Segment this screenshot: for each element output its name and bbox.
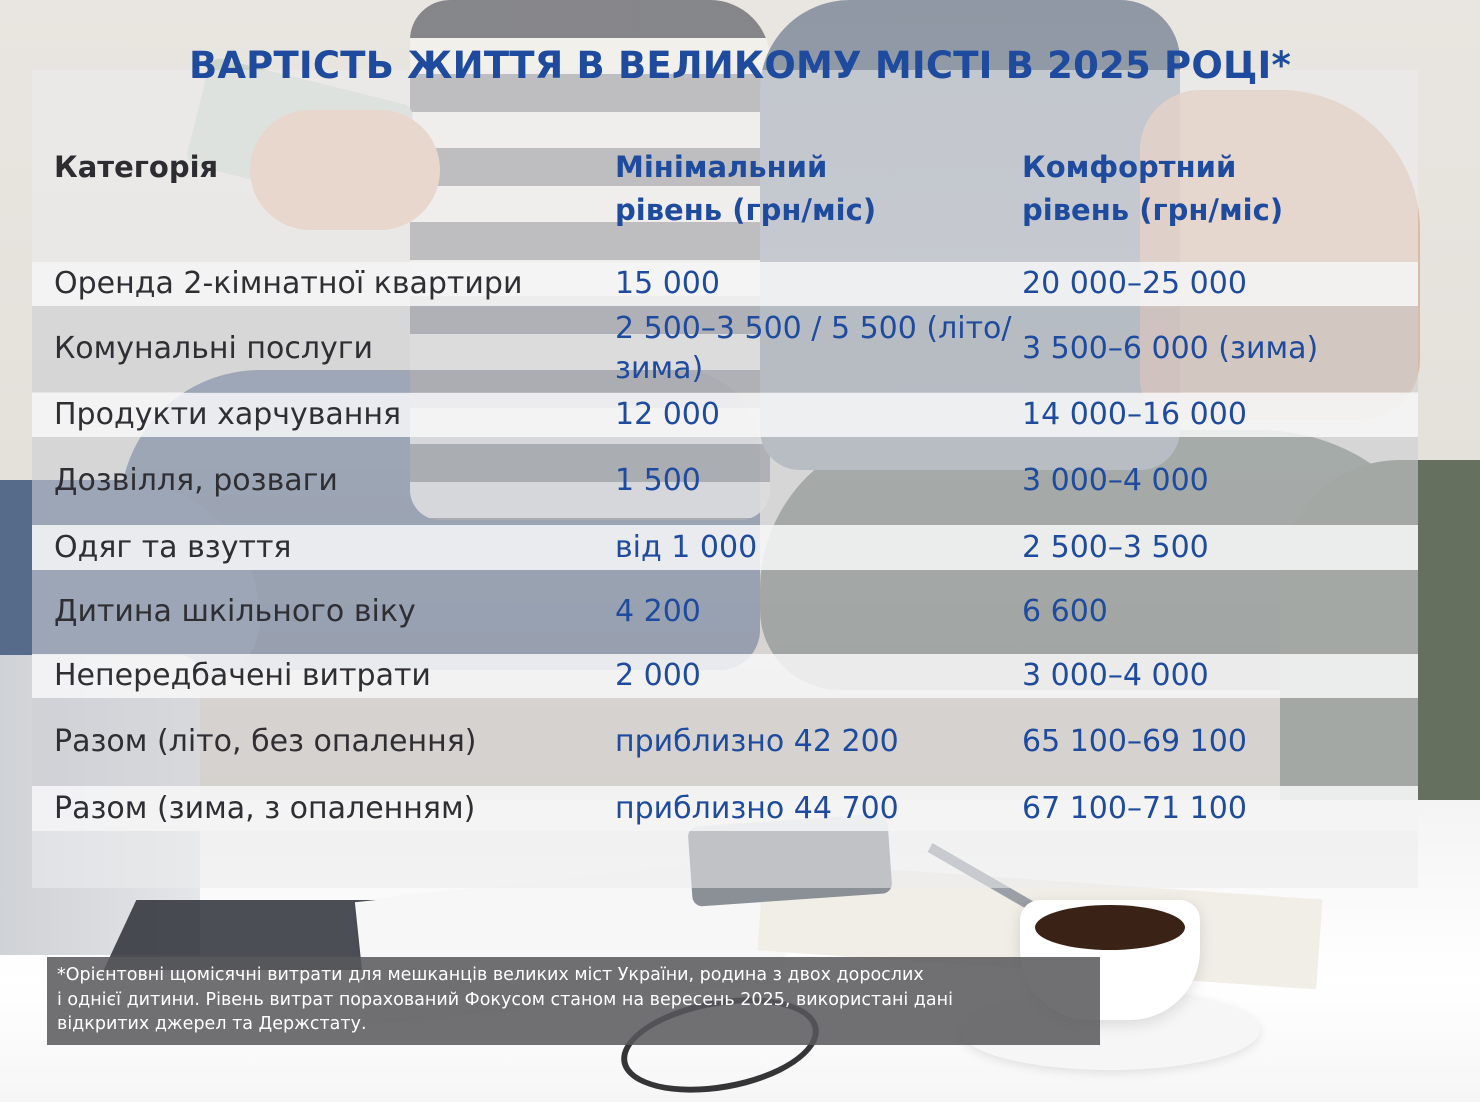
row-minimal: від 1 000 [615,529,758,565]
table-row [32,570,1418,654]
header-comfort-line2: рівень (грн/міс) [1022,193,1284,227]
row-category: Непередбачені витрати [54,658,431,693]
table-header [32,142,1418,260]
header-minimal [615,146,995,232]
page-title: ВАРТІСТЬ ЖИТТЯ В ВЕЛИКОМУ МІСТІ В 2025 РОЦІ* [188,44,1292,87]
row-minimal: 4 200 [615,594,701,629]
row-category: Оренда 2-кімнатної квартири [54,266,523,301]
header-category: Категорія [54,150,219,184]
row-category: Дозвілля, розваги [54,463,338,498]
row-comfort: 6 600 [1022,594,1108,629]
header-comfort [1022,146,1402,232]
row-category: Разом (зима, з опаленням) [54,790,476,826]
row-minimal: 2 500–3 500 / 5 500 (літо/зима) [615,311,1012,386]
row-category: Дитина шкільного віку [54,594,416,629]
table-row [32,698,1418,786]
row-minimal: 1 500 [615,463,701,498]
row-comfort: 2 500–3 500 [1022,529,1209,565]
table-row [32,786,1418,831]
row-minimal: приблизно 44 700 [615,790,899,826]
table-row [32,437,1418,525]
row-comfort: 3 500–6 000 (зима) [1022,331,1319,366]
table-row [32,306,1418,392]
table-row [32,654,1418,698]
footnote-line: відкритих джерел та Держстату. [57,1014,367,1034]
row-minimal: 2 000 [615,658,701,693]
header-minimal-line1: Мінімальний [615,150,828,184]
header-comfort-line1: Комфортний [1022,150,1237,184]
table-row [32,525,1418,570]
row-comfort: 14 000–16 000 [1022,397,1247,432]
footnote-line: *Орієнтовні щомісячні витрати для мешканців великих міст України, родина з двох дорослих [57,965,924,985]
row-category: Одяг та взуття [54,529,292,565]
table-row [32,262,1418,306]
row-minimal: 15 000 [615,266,720,301]
row-comfort: 65 100–69 100 [1022,724,1247,759]
row-minimal: 12 000 [615,397,720,432]
row-comfort: 3 000–4 000 [1022,463,1209,498]
row-category: Комунальні послуги [54,331,374,366]
row-category: Продукти харчування [54,397,402,432]
row-comfort: 3 000–4 000 [1022,658,1209,693]
footnote-line: і однієї дитини. Рівень витрат порахований Фокусом станом на вересень 2025, використані дані [57,989,953,1010]
row-category: Разом (літо, без опалення) [54,724,477,759]
row-comfort: 20 000–25 000 [1022,266,1247,301]
row-minimal: приблизно 42 200 [615,724,899,759]
footnote [47,957,1100,1045]
header-minimal-line2: рівень (грн/міс) [615,193,877,227]
row-comfort: 67 100–71 100 [1022,790,1247,826]
table-row [32,393,1418,437]
